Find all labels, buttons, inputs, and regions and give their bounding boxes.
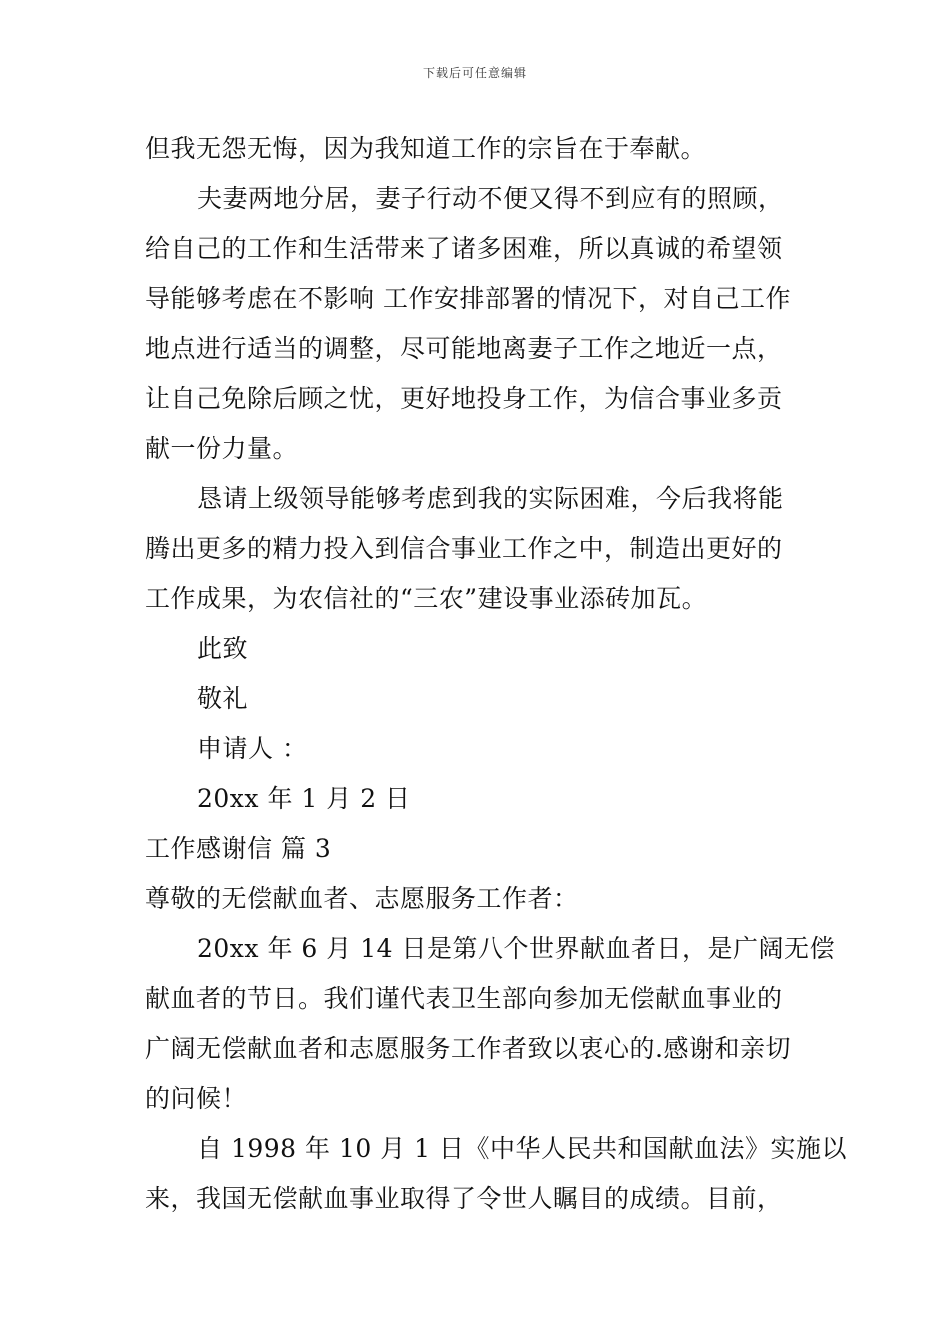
text-line: 给自己的工作和生活带来了诸多困难，所以真诚的希望领 — [145, 234, 783, 263]
applicant-label: 申请人 ： — [197, 734, 308, 763]
letter-greeting: 尊敬的无偿献血者、志愿服务工作者： — [145, 884, 579, 913]
text-line: 但我无怨无悔，因为我知道工作的宗旨在于奉献。 — [145, 134, 707, 163]
paragraph-start-line: 20xx 年 6 月 14 日是第八个世界献血者日，是广阔无偿 — [197, 934, 835, 963]
text-line: 献血者的节日。我们谨代表卫生部向参加无偿献血事业的 — [145, 984, 783, 1013]
paragraph-start-line: 恳请上级领导能够考虑到我的实际困难，今后我将能 — [197, 484, 784, 513]
letter-date: 20xx 年 1 月 2 日 — [197, 784, 411, 813]
closing-salutation: 此致 — [197, 634, 249, 663]
section-title: 工作感谢信 篇 3 — [145, 834, 332, 863]
closing-regards: 敬礼 — [197, 684, 249, 713]
text-line: 工作成果，为农信社的“三农”建设事业添砖加瓦。 — [145, 584, 708, 613]
text-line: 广阔无偿献血者和志愿服务工作者致以衷心的.感谢和亲切 — [145, 1034, 791, 1063]
text-line: 来，我国无偿献血事业取得了令世人瞩目的成绩。目前， — [145, 1184, 783, 1213]
text-line: 腾出更多的精力投入到信合事业工作之中，制造出更好的 — [145, 534, 783, 563]
paragraph-start-line: 自 1998 年 10 月 1 日《中华人民共和国献血法》实施以 — [197, 1134, 848, 1163]
text-line: 献一份力量。 — [145, 434, 299, 463]
text-line: 让自己免除后顾之忧，更好地投身工作，为信合事业多贡 — [145, 384, 783, 413]
text-line: 地点进行适当的调整，尽可能地离妻子工作之地近一点， — [145, 334, 783, 363]
text-line: 导能够考虑在不影响 工作安排部署的情况下，对自己工作 — [145, 284, 791, 313]
page-header-note: 下载后可任意编辑 — [422, 66, 527, 80]
paragraph-start-line: 夫妻两地分居，妻子行动不便又得不到应有的照顾， — [197, 184, 784, 213]
text-line: 的问候！ — [145, 1084, 248, 1113]
